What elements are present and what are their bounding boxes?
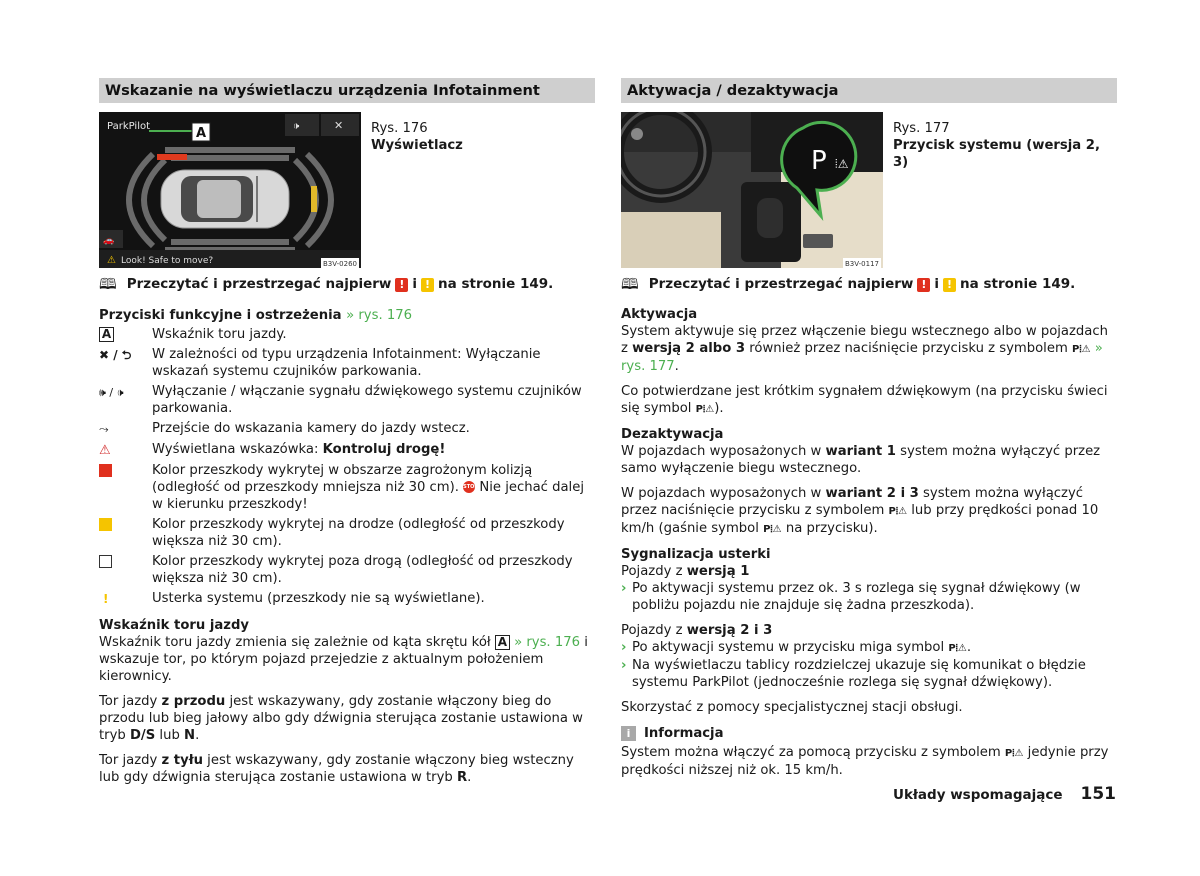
list-item: ✖ / ⮌ W zależności od typu urządzenia Infotainment: Wyłączanie wskazań systemu czujników parkowania.: [99, 347, 541, 379]
warning-triangle-icon: ⚠: [99, 443, 111, 458]
svg-text:⦙⚠: ⦙⚠: [835, 157, 849, 171]
section-heading-activation: Aktywacja / dezaktywacja: [621, 78, 1117, 103]
parking-symbol-icon: P⦙⚠: [948, 643, 967, 654]
page-number: 151: [1080, 784, 1116, 804]
list-item: Kolor przeszkody wykrytej poza drogą (odległość od przeszkody większa niż 30 cm).: [99, 553, 595, 587]
track-paragraph-1: Wskaźnik toru jazdy zmienia się zależnie od kąta skrętu kół A » rys. 176 i wskazuje tor, po którym pojazd przejedzie z aktualnym położeniem kierownicy.: [99, 635, 588, 684]
list-item: › Po aktywacji systemu w przycisku miga symbol P⦙⚠.: [621, 640, 972, 655]
section-heading-display: Wskazanie na wyświetlaczu urządzenia Infotainment: [99, 78, 595, 103]
yellow-warning-icon: !: [421, 278, 434, 292]
list-item: › Po aktywacji systemu przez ok. 3 s rozlega się sygnał dźwiękowy (w pobliżu pojazdu nie znajduje się żadna przeszkoda).: [621, 581, 1081, 613]
left-column: [99, 78, 595, 786]
ref-and: i: [934, 276, 940, 292]
deactivation-paragraph-2: W pojazdach wyposażonych w wariant 2 i 3 system można wyłączyć przez naciśnięcie przycisku z symbolem P⦙⚠ lub przy prędkości ponad 10 km/h (gaśnie symbol P⦙⚠ na przycisku).: [621, 486, 1099, 536]
track-paragraph-2: Tor jazdy z przodu jest wskazywany, gdy zostanie włączony bieg do przodu lub bieg jałowy albo gdy dźwignia sterująca zostanie ustawiona w tryb D/S lub N.: [99, 694, 583, 743]
figure-link[interactable]: » rys. 176: [346, 308, 413, 323]
legend-list: [99, 326, 595, 608]
figure-caption: [371, 120, 595, 154]
figure-code: B3V-0260: [323, 260, 357, 268]
arrow-icon: ›: [621, 658, 627, 673]
ref-page: na stronie 149.: [960, 276, 1076, 292]
list-item: ⤳ Przejście do wskazania kamery do jazdy wstecz.: [99, 421, 470, 436]
a-box-icon: A: [99, 327, 114, 342]
parkpilot-display-illustration: [99, 112, 361, 268]
figure-link[interactable]: » rys. 177: [621, 341, 1103, 374]
figure-176: [99, 112, 595, 268]
screen-title: ParkPilot: [107, 121, 151, 132]
legend-heading: Przyciski funkcyjne i ostrzeżenia » rys. 176: [99, 308, 413, 323]
list-item: › Na wyświetlaczu tablicy rozdzielczej ukazuje się komunikat o błędzie systemu ParkPilot (jednocześnie rozlega się sygnał dźwiękowy).: [621, 658, 1086, 690]
list-item: ! Usterka systemu (przeszkody nie są wyświetlane).: [99, 590, 595, 608]
a-box-icon: A: [495, 635, 510, 650]
close-symbol: ✕: [334, 119, 344, 132]
red-warning-icon: !: [917, 278, 930, 292]
exclamation-icon: !: [103, 592, 109, 606]
reference-line: [99, 276, 595, 293]
label-a: A: [196, 126, 207, 141]
list-item: ⚠ Wyświetlana wskazówka: Kontroluj drogę!: [99, 442, 446, 458]
caption-number: Rys. 177: [893, 121, 950, 136]
ref-and: i: [412, 276, 418, 292]
parkpilot-screen-image: [99, 112, 361, 268]
activation-paragraph-2: Co potwierdzane jest krótkim sygnałem dźwiękowym (na przycisku świeci się symbol P⦙⚠).: [621, 384, 1108, 416]
list-item: 🕪 / 🕩 Wyłączanie / włączanie sygnału dźwiękowego systemu czujników parkowania.: [99, 384, 582, 416]
deactivation-paragraph-1: W pojazdach wyposażonych w wariant 1 system można wyłączyć przez samo wyłączenie biegu wstecznego.: [621, 444, 1101, 476]
reference-line: [621, 276, 1117, 293]
p-button-symbol: P: [811, 146, 827, 176]
list-item: A Wskaźnik toru jazdy.: [99, 326, 595, 343]
yellow-square-icon: [99, 518, 112, 531]
ref-text: Przeczytać i przestrzegać najpierw: [126, 276, 392, 292]
info-paragraph: System można włączyć za pomocą przycisku z symbolem P⦙⚠ jedynie przy prędkości niższej niż ok. 15 km/h.: [621, 745, 1109, 778]
ref-text: Przeczytać i przestrzegać najpierw: [648, 276, 914, 292]
stop-icon: STOP: [463, 481, 475, 493]
page-footer: [893, 786, 1116, 804]
footer-title: Układy wspomagające: [892, 787, 1063, 803]
fault-version-1: Pojazdy z wersją 1: [621, 564, 750, 579]
figure-177: [621, 112, 1117, 268]
caption-number: Rys. 176: [371, 121, 428, 136]
caption-title: Przycisk systemu (wersja 2, 3): [893, 138, 1100, 170]
track-paragraph-3: Tor jazdy z tyłu jest wskazywany, gdy zostanie włączony bieg wsteczny lub gdy dźwignia sterująca zostanie ustawiona w tryb R.: [99, 753, 574, 785]
book-icon: 🕮: [621, 275, 639, 293]
caption-title: Wyświetlacz: [371, 138, 463, 153]
right-column: [621, 78, 1117, 779]
figure-caption: [893, 120, 1117, 171]
activation-heading: Aktywacja: [621, 307, 698, 322]
figure-code: B3V-0117: [845, 260, 879, 268]
speaker-icon: 🕪 / 🕩: [99, 386, 124, 399]
parking-symbol-icon: P⦙⚠: [888, 506, 908, 517]
parking-symbol-icon: P⦙⚠: [695, 404, 715, 415]
system-button-illustration: [621, 112, 883, 268]
service-text: Skorzystać z pomocy specjalistycznej stacji obsługi.: [621, 700, 963, 715]
screen-warning-text: Look! Safe to move?: [121, 256, 214, 266]
activation-paragraph-1: System aktywuje się przez włączenie biegu wstecznego albo w pojazdach z wersją 2 albo 3 również przez naciśnięcie przycisku z symbolem P⦙⚠ » rys. 177.: [621, 324, 1108, 374]
svg-text:🚗: 🚗: [103, 236, 115, 246]
info-icon: i: [621, 726, 636, 741]
fault-version-23: Pojazdy z wersją 2 i 3: [621, 623, 773, 638]
deactivation-heading: Dezaktywacja: [621, 427, 724, 442]
arrow-icon: ›: [621, 581, 627, 596]
parking-symbol-icon: P⦙⚠: [763, 524, 782, 535]
book-icon: 🕮: [99, 275, 117, 293]
ref-page: na stronie 149.: [438, 276, 554, 292]
fault-heading: Sygnalizacja usterki: [621, 547, 771, 562]
parking-symbol-icon: P⦙⚠: [1072, 344, 1091, 355]
red-warning-icon: !: [395, 278, 408, 292]
red-square-icon: [99, 464, 112, 477]
list-item: Kolor przeszkody wykrytej w obszarze zagrożonym kolizją (odległość od przeszkody mniejsza niż 30 cm). STOP Nie jechać dalej w kierunku przeszkody!: [99, 462, 595, 513]
button-photo-image: [621, 112, 883, 268]
yellow-warning-icon: !: [943, 278, 956, 292]
camera-icon: ⤳: [99, 422, 109, 436]
parking-symbol-icon: P⦙⚠: [1004, 748, 1024, 759]
arrow-icon: ›: [621, 640, 627, 655]
info-heading: i Informacja: [621, 725, 1117, 742]
svg-text:🕩: 🕩: [293, 121, 300, 132]
close-return-icon: ✖ / ⮌: [99, 348, 132, 362]
list-item: Kolor przeszkody wykrytej na drodze (odległość od przeszkody większa niż 30 cm).: [99, 516, 595, 550]
svg-text:⚠: ⚠: [107, 255, 116, 266]
white-square-icon: [99, 555, 112, 568]
figure-link[interactable]: » rys. 176: [514, 635, 580, 650]
track-heading: Wskaźnik toru jazdy: [99, 618, 249, 633]
